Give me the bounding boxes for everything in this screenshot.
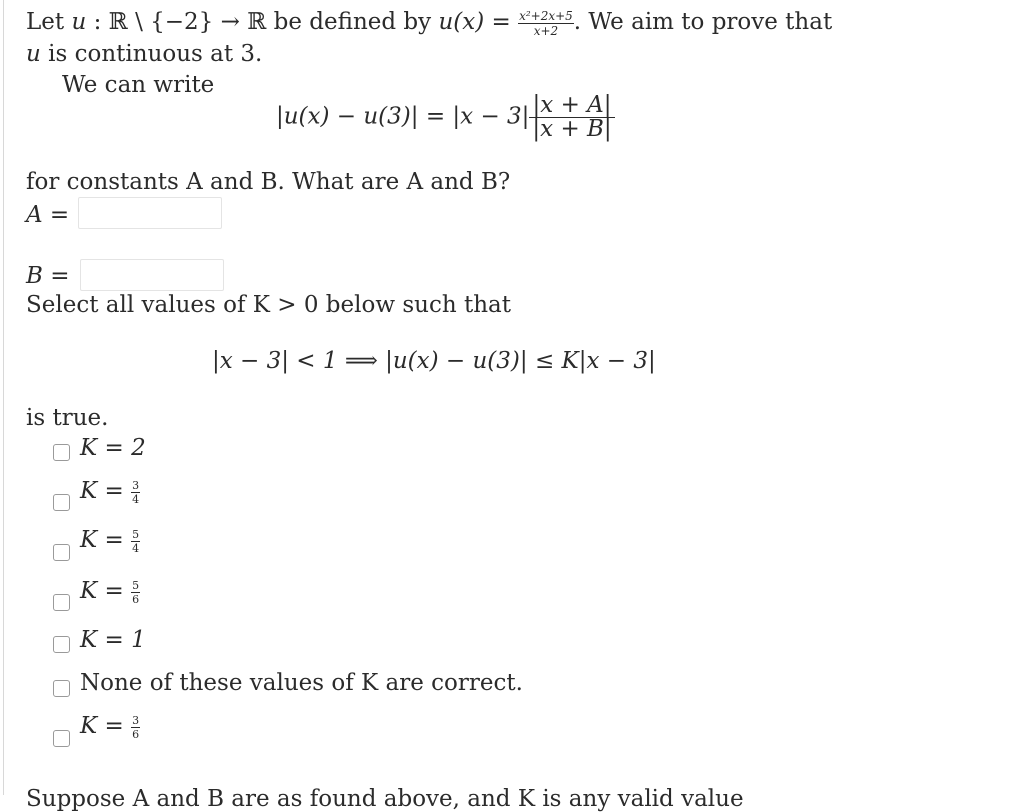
option-label bbox=[80, 578, 140, 605]
identity-lhs: |u(x) − u(3)| = |x − 3| bbox=[276, 103, 530, 130]
page-left-border bbox=[3, 0, 4, 795]
option-text: K = 2 bbox=[80, 435, 146, 461]
option-label bbox=[80, 713, 140, 740]
intro-fraction bbox=[518, 10, 574, 37]
select-prompt: Select all values of K > 0 below such that bbox=[26, 292, 511, 318]
option-fraction bbox=[131, 480, 140, 505]
option-fraction bbox=[131, 715, 140, 740]
field-b-label bbox=[26, 263, 69, 289]
intro-fraction-numerator: x²+2x+5 bbox=[519, 8, 573, 23]
option-checkbox[interactable] bbox=[53, 636, 70, 653]
option-label bbox=[80, 670, 523, 696]
option-checkbox[interactable] bbox=[53, 594, 70, 611]
field-a-label-text: A = bbox=[26, 202, 70, 228]
option-checkbox[interactable] bbox=[53, 494, 70, 511]
option-fraction-denominator: 6 bbox=[132, 727, 140, 741]
is-true-text: is true. bbox=[26, 405, 109, 431]
identity-fraction bbox=[529, 94, 614, 141]
option-fraction-numerator: 3 bbox=[132, 713, 140, 727]
constants-prompt: for constants A and B. What are A and B? bbox=[26, 169, 511, 195]
option-text: K = bbox=[80, 478, 132, 504]
option-label bbox=[80, 435, 146, 461]
answer-a-input[interactable] bbox=[78, 197, 222, 229]
intro-line2-rest: is continuous at 3. bbox=[40, 41, 263, 67]
option-checkbox[interactable] bbox=[53, 544, 70, 561]
option-label bbox=[80, 627, 146, 653]
intro-line bbox=[26, 9, 832, 37]
option-checkbox[interactable] bbox=[53, 730, 70, 747]
implication-text: |x − 3| < 1 ⟹ |u(x) − u(3)| ≤ K|x − 3| bbox=[212, 348, 656, 374]
intro-line-2 bbox=[26, 41, 262, 67]
option-text: K = bbox=[80, 527, 132, 553]
option-label bbox=[80, 527, 140, 554]
option-text: K = bbox=[80, 713, 132, 739]
option-fraction bbox=[131, 580, 140, 605]
option-checkbox[interactable] bbox=[53, 680, 70, 697]
intro-fraction-denominator: x+2 bbox=[533, 23, 559, 38]
identity-denominator: |x + B| bbox=[532, 116, 612, 142]
intro-var-u: u bbox=[71, 9, 87, 35]
option-fraction-denominator: 4 bbox=[132, 492, 140, 506]
intro-tail: . We aim to prove that bbox=[573, 9, 833, 35]
option-fraction-numerator: 5 bbox=[132, 527, 140, 541]
answer-b-input[interactable] bbox=[80, 259, 224, 291]
option-fraction-denominator: 6 bbox=[132, 592, 140, 606]
implication-equation bbox=[212, 348, 656, 374]
field-b-label-text: B = bbox=[26, 263, 70, 289]
field-a-label bbox=[26, 202, 69, 228]
intro-lead: Let bbox=[26, 9, 65, 35]
intro-domain: : ℝ \ {−2} → ℝ be defined by bbox=[86, 9, 439, 35]
option-text: K = bbox=[80, 578, 132, 604]
option-checkbox[interactable] bbox=[53, 444, 70, 461]
option-text: K = 1 bbox=[80, 627, 146, 653]
option-fraction-denominator: 4 bbox=[132, 541, 140, 555]
option-text: None of these values of K are correct. bbox=[80, 670, 523, 696]
we-can-write: We can write bbox=[62, 72, 215, 98]
identity-equation bbox=[276, 94, 615, 141]
intro-func-lhs: u(x) = bbox=[438, 9, 519, 35]
option-fraction-numerator: 3 bbox=[132, 478, 140, 492]
intro-line2-var: u bbox=[26, 41, 41, 67]
option-fraction-numerator: 5 bbox=[132, 578, 140, 592]
option-label bbox=[80, 478, 140, 505]
identity-numerator: |x + A| bbox=[532, 92, 612, 118]
cut-off-next-question: Suppose A and B are as found above, and K is any valid value bbox=[26, 786, 744, 812]
option-fraction bbox=[131, 529, 140, 554]
